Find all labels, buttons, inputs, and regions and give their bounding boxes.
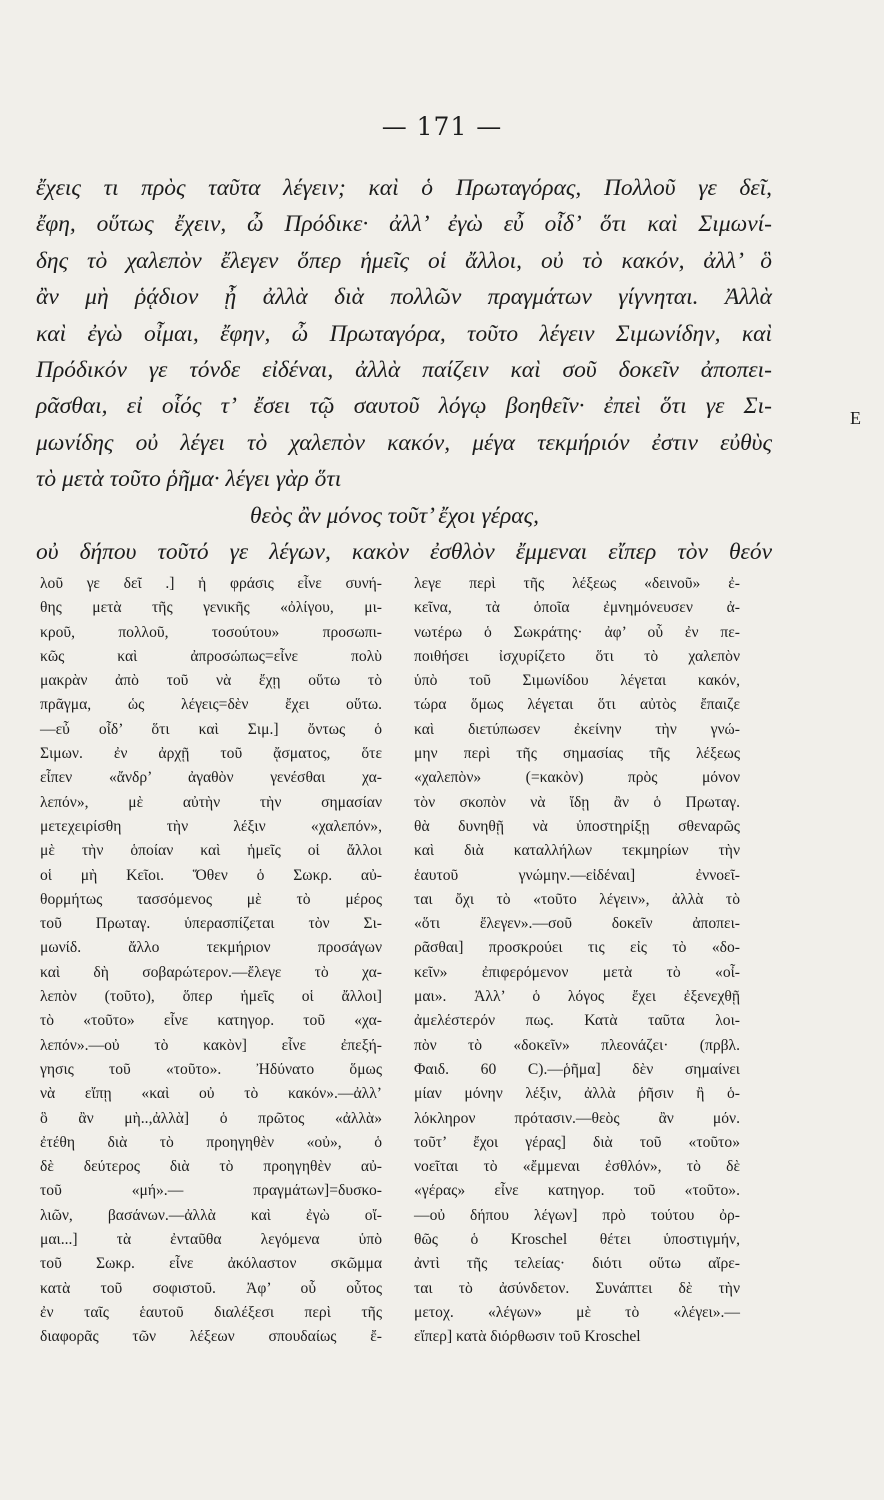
note-line: δὲ δεύτερος διὰ τὸ προηγηθὲν αὐ- <box>40 1158 382 1176</box>
note-line: ὃ ἂν μὴ..,ἀλλὰ] ὁ πρῶτος «ἀλλὰ» <box>40 1109 382 1127</box>
margin-section-letter: E <box>850 408 861 428</box>
note-line: ἑαυτοῦ γνώμην.—εἰδέναι] ἐννοεῖ- <box>414 866 740 884</box>
main-text-line: ἂν μὴ ῥᾴδιον ᾖ ἀλλὰ διὰ πολλῶν πραγμάτων γίγνηται. Ἀλλὰ <box>36 284 772 311</box>
note-line: μαι». Ἀλλ’ ὁ λόγος ἔχει ἐξενεχθῇ <box>414 988 740 1006</box>
note-line: διαφορᾶς τῶν λέξεων σπουδαίως ἔ- <box>40 1328 382 1346</box>
note-line: ἐν ταῖς ἑαυτοῦ διαλέξεσι περὶ τῆς <box>40 1303 382 1321</box>
note-line: «ὅτι ἔλεγεν».—σοῦ δοκεῖν ἀποπει- <box>414 915 740 933</box>
note-line: τὸν σκοπὸν νὰ ἴδῃ ἂν ὁ Πρωταγ. <box>414 793 740 811</box>
note-line: γησις τοῦ «τοῦτο». Ἠδύνατο ὅμως <box>40 1060 382 1078</box>
note-line: μετεχειρίσθη τὴν λέξιν «χαλεπόν», <box>40 817 382 835</box>
note-line: πὸν τὸ «δοκεῖν» πλεονάζει· (πρβλ. <box>414 1036 740 1054</box>
note-line: τοῦ «μή».— πραγμάτων]=δυσκο- <box>40 1182 382 1200</box>
note-line: θης μετὰ τῆς γενικῆς «ὀλίγου, μι- <box>40 599 382 617</box>
main-text-line: Πρόδικόν γε τόνδε εἰδέναι, ἀλλὰ παίζειν καὶ σοῦ δοκεῖν ἀποπει- <box>36 357 772 384</box>
note-line: «χαλεπὸν» (=κακὸν) πρὸς μόνον <box>414 769 740 787</box>
note-line: κῶς καὶ ἀπροσώπως=εἶνε πολὺ <box>40 647 382 665</box>
note-line: πρᾶγμα, ὡς λέγεις=δὲν ἔχει οὕτω. <box>40 696 382 714</box>
main-text-line: ἔχεις τι πρὸς ταῦτα λέγειν; καὶ ὁ Πρωταγόρας, Πολλοῦ γε δεῖ, <box>36 175 772 201</box>
note-line: νοεῖται τὸ «ἔμμεναι ἐσθλόν», τὸ δὲ <box>414 1158 740 1176</box>
notes-left-column <box>40 572 382 1350</box>
note-line: ποιθήσει ἰσχυρίζετο ὅτι τὸ χαλεπὸν <box>414 647 740 665</box>
note-line: τώρα ὅμως λέγεται ὅτι αὐτὸς ἔπαιζε <box>414 696 740 714</box>
note-line: λοῦ γε δεῖ .] ἡ φράσις εἶνε συνή- <box>40 575 382 592</box>
note-line: ρᾶσθαι] προσκρούει τις εἰς τὸ «δο- <box>414 939 740 957</box>
note-line: εἶπεν «ἄνδρ’ ἀγαθὸν γενέσθαι χα- <box>40 769 382 787</box>
note-line: τοῦτ’ ἔχοι γέρας] διὰ τοῦ «τοῦτο» <box>414 1133 740 1151</box>
main-text-line: οὐ δήπου τοῦτό γε λέγων, κακὸν ἐσθλὸν ἔμμεναι εἴπερ τὸν θεόν <box>36 539 772 566</box>
note-line: ἐτέθη διὰ τὸ προηγηθὲν «οὐ», ὁ <box>40 1133 382 1151</box>
note-line: μετοχ. «λέγων» μὲ τὸ «λέγει».— <box>414 1303 740 1321</box>
note-line: μίαν μόνην λέξιν, ἀλλὰ ῥῆσιν ἢ ὁ- <box>414 1085 740 1103</box>
verse-quote: θεὸς ἂν μόνος τοῦτ’ ἔχοι γέρας, <box>250 502 539 529</box>
note-line: ται ὄχι τὸ «τοῦτο λέγειν», ἀλλὰ τὸ <box>414 890 740 908</box>
note-line: —εὖ οἶδ’ ὅτι καὶ Σιμ.] ὄντως ὁ <box>40 720 382 738</box>
main-text-line: ρᾶσθαι, εἰ οἷός τ’ ἔσει τῷ σαυτοῦ λόγῳ βοηθεῖν· ἐπεὶ ὅτι γε Σι- <box>36 393 772 420</box>
note-line: ται τὸ ἀσύνδετον. Συνάπτει δὲ τὴν <box>414 1279 740 1297</box>
page-number: — 171 — <box>381 112 503 141</box>
main-text <box>36 170 772 570</box>
note-line: «γέρας» εἶνε κατηγορ. τοῦ «τοῦτο». <box>414 1182 740 1200</box>
note-line: κροῦ, πολλοῦ, τοσούτου» προσωπι- <box>40 623 382 641</box>
notes-right-column <box>414 572 740 1350</box>
note-line: ἀμελέστερόν πως. Κατὰ ταῦτα λοι- <box>414 1012 740 1030</box>
note-line: μαι...] τὰ ἐνταῦθα λεγόμενα ὑπὸ <box>40 1231 382 1249</box>
note-line: Σιμων. ἐν ἀρχῇ τοῦ ᾄσματος, ὅτε <box>40 745 382 763</box>
note-line: λόκληρον πρότασιν.—θεὸς ἂν μόν. <box>414 1109 740 1127</box>
note-line: τοῦ Πρωταγ. ὑπερασπίζεται τὸν Σι- <box>40 915 382 933</box>
note-line: καὶ διὰ καταλλήλων τεκμηρίων τὴν <box>414 842 740 860</box>
note-line: οἱ μὴ Κεῖοι. Ὅθεν ὁ Σωκρ. αὐ- <box>40 866 382 884</box>
note-line: λεπὸν (τοῦτο), ὅπερ ἡμεῖς οἱ ἄλλοι] <box>40 988 382 1006</box>
note-line: λιῶν, βασάνων.—ἀλλὰ καὶ ἐγὼ οἴ- <box>40 1206 382 1224</box>
note-line: μην περὶ τῆς σημασίας τῆς λέξεως <box>414 745 740 763</box>
main-text-line: μωνίδης οὐ λέγει τὸ χαλεπὸν κακόν, μέγα τεκμήριόν ἐστιν εὐθὺς <box>36 429 772 456</box>
note-line: θῶς ὁ Kroschel θέτει ὑποστιγμήν, <box>414 1231 740 1249</box>
note-line: νωτέρω ὁ Σωκράτης· ἀφ’ οὗ ἐν πε- <box>414 623 740 641</box>
note-line: λεγε περὶ τῆς λέξεως «δεινοῦ» ἐ- <box>414 575 740 592</box>
note-line: τοῦ Σωκρ. εἶνε ἀκόλαστον σκῶμμα <box>40 1255 382 1273</box>
note-line: λεπόν».—οὐ τὸ κακὸν] εἶνε ἐπεξή- <box>40 1036 382 1054</box>
note-line: κεῖνα, τὰ ὁποῖα ἐμνημόνευσεν ἀ- <box>414 599 740 617</box>
note-line: μωνίδ. ἄλλο τεκμήριον προσάγων <box>40 939 382 957</box>
main-text-line: ἔφη, οὕτως ἔχειν, ὦ Πρόδικε· ἀλλ’ ἐγὼ εὖ οἶδ’ ὅτι καὶ Σιμωνί- <box>36 211 772 238</box>
note-line: καὶ δὴ σοβαρώτερον.—ἔλεγε τὸ χα- <box>40 963 382 981</box>
note-line: Φαιδ. 60 C).—ῥῆμα] δὲν σημαίνει <box>414 1060 740 1078</box>
note-line: θὰ δυνηθῇ νὰ ὑποστηρίξῃ σθεναρῶς <box>414 817 740 835</box>
note-line: τὸ «τοῦτο» εἶνε κατηγορ. τοῦ «χα- <box>40 1012 382 1030</box>
note-line: λεπόν», μὲ αὐτὴν τὴν σημασίαν <box>40 793 382 811</box>
note-line: ὑπὸ τοῦ Σιμωνίδου λέγεται κακόν, <box>414 672 740 690</box>
note-line: κατὰ τοῦ σοφιστοῦ. Ἀφ’ οὗ οὗτος <box>40 1279 382 1297</box>
main-text-line: καὶ ἐγὼ οἶμαι, ἔφην, ὦ Πρωταγόρα, τοῦτο λέγειν Σιμωνίδην, καὶ <box>36 320 772 347</box>
note-line: καὶ διετύπωσεν ἐκείνην τὴν γνώ- <box>414 720 740 738</box>
note-line: μὲ τὴν ὁποίαν καὶ ἡμεῖς οἱ ἄλλοι <box>40 842 382 860</box>
note-line: κεῖν» ἐπιφερόμενον μετὰ τὸ «οἶ- <box>414 963 740 981</box>
note-line: μακρὰν ἀπὸ τοῦ νὰ ἔχῃ οὕτω τὸ <box>40 672 382 690</box>
note-line: νὰ εἴπῃ «καὶ οὐ τὸ κακόν».—ἀλλ’ <box>40 1085 382 1103</box>
main-text-line: δης τὸ χαλεπὸν ἔλεγεν ὅπερ ἡμεῖς οἱ ἄλλοι, οὐ τὸ κακόν, ἀλλ’ ὃ <box>36 247 772 274</box>
note-line: εἴπερ] κατὰ διόρθωσιν τοῦ Kroschel <box>414 1328 641 1346</box>
note-line: θορμήτως τασσόμενος μὲ τὸ μέρος <box>40 890 382 908</box>
main-text-line: τὸ μετὰ τοῦτο ῥῆμα· λέγει γὰρ ὅτι <box>36 466 342 493</box>
note-line: ἀντὶ τῆς τελείας· διότι οὕτω αἴρε- <box>414 1255 740 1273</box>
note-line: —οὐ δήπου λέγων] πρὸ τούτου ὀρ- <box>414 1206 740 1224</box>
